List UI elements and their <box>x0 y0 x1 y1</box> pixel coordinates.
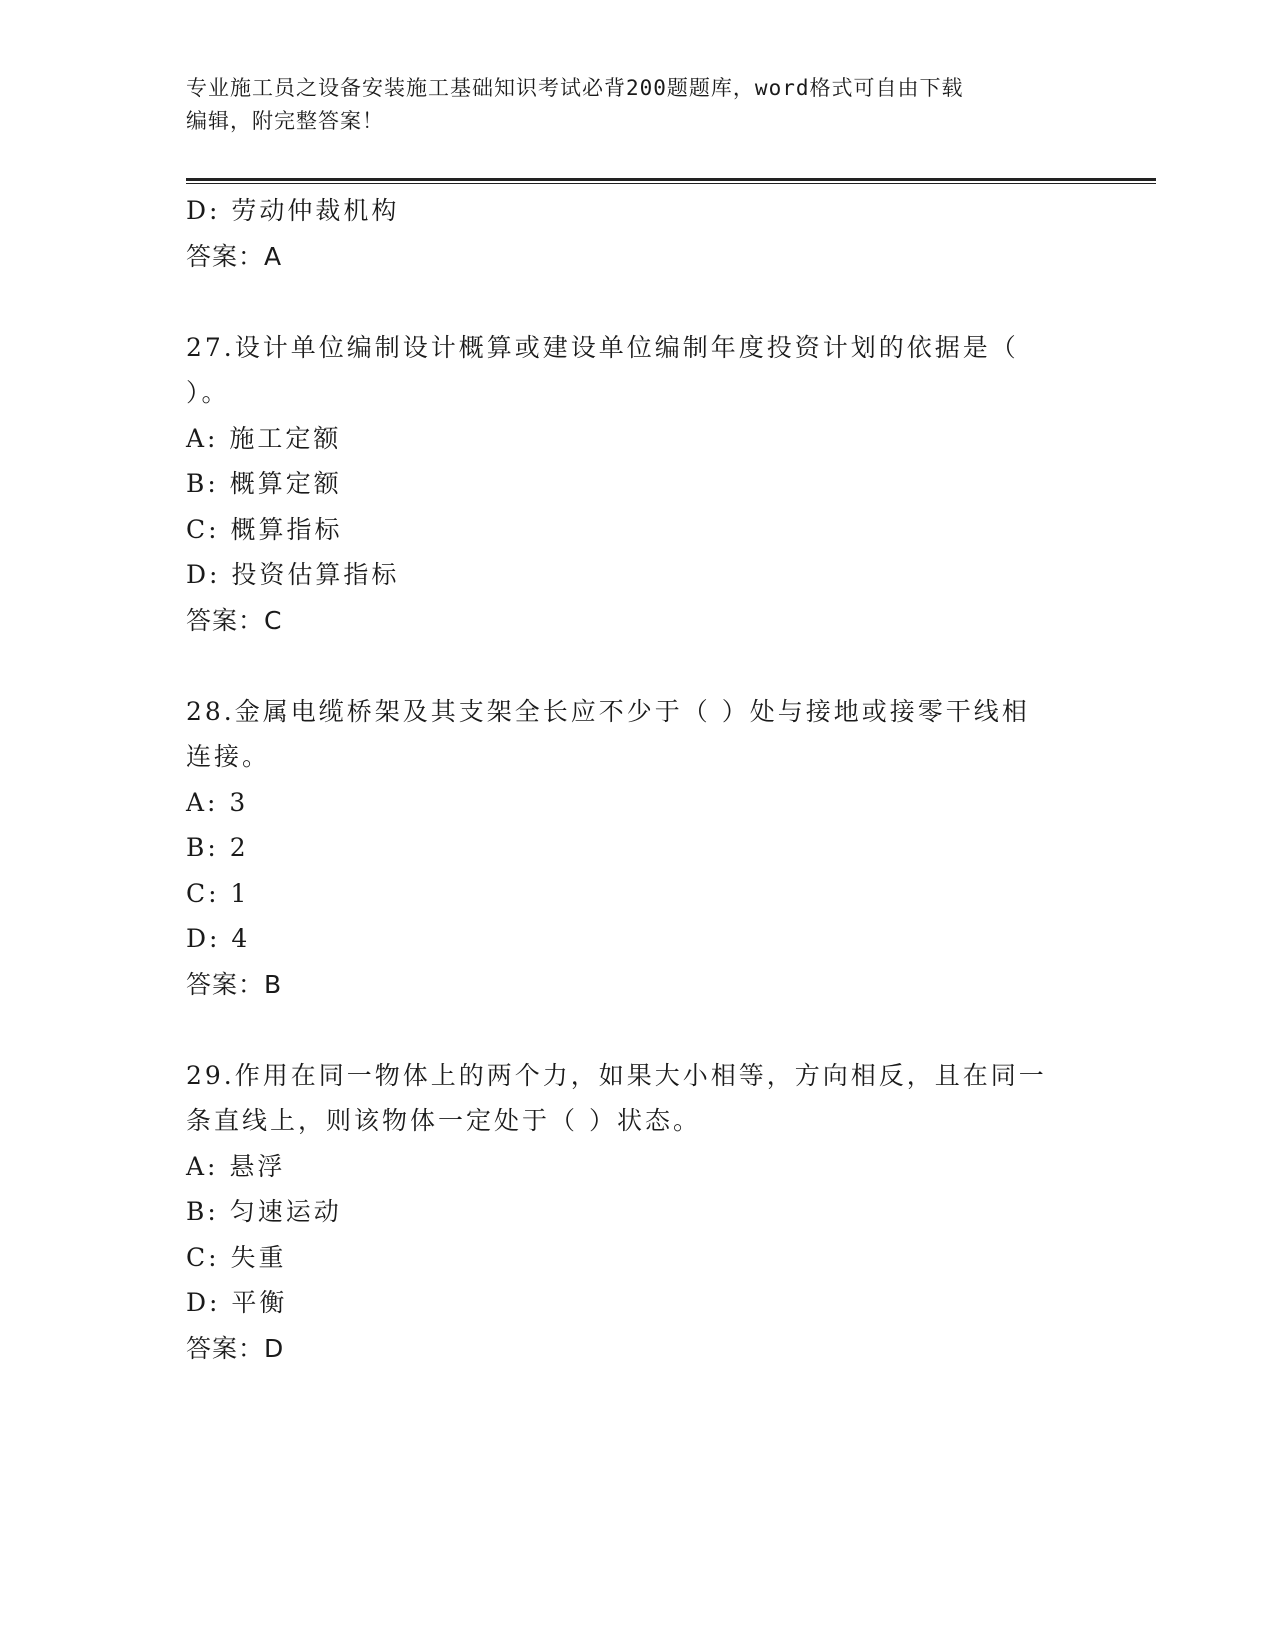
option-a: A: 悬浮 <box>186 1151 286 1181</box>
question-list <box>186 188 1086 1371</box>
question-text-line-2: 条直线上，则该物体一定处于（ ）状态。 <box>186 1106 701 1135</box>
header-line-1: 专业施工员之设备安装施工基础知识考试必背200题题库，word格式可自由下载 <box>186 76 964 100</box>
question-27 <box>186 325 1086 644</box>
header-rule-thin <box>186 183 1156 184</box>
option-b: B: 2 <box>186 833 249 862</box>
header-line-2: 编辑，附完整答案！ <box>186 109 384 133</box>
answer-line: 答案：A <box>186 241 283 271</box>
option-c: C: 失重 <box>186 1242 287 1272</box>
spacer <box>186 279 1086 325</box>
question-text-line-1: 27.设计单位编制设计概算或建设单位编制年度投资计划的依据是（ <box>186 332 1019 362</box>
question-text-line-2: ）。 <box>186 378 230 407</box>
question-text-line-1: 29.作用在同一物体上的两个力，如果大小相等，方向相反，且在同一 <box>186 1060 1047 1090</box>
answer-line: 答案：C <box>186 605 283 635</box>
answer-line: 答案：B <box>186 969 283 999</box>
option-a: A: 3 <box>186 787 249 817</box>
header-rule-thick <box>186 178 1156 181</box>
question-text-line-2: 连接。 <box>186 742 271 771</box>
spacer <box>186 643 1086 689</box>
prev-question-tail <box>186 188 1086 279</box>
question-29 <box>186 1053 1086 1372</box>
option-b: B: 匀速运动 <box>186 1197 342 1226</box>
answer-line: 答案：D <box>186 1333 285 1363</box>
spacer <box>186 1007 1086 1053</box>
question-text-line-1: 28.金属电缆桥架及其支架全长应不少于（ ）处与接地或接零干线相 <box>186 696 1030 726</box>
option-c: C: 1 <box>186 878 250 908</box>
option-d: D: 4 <box>186 924 251 953</box>
option-a: A: 施工定额 <box>186 423 342 453</box>
option-c: C: 概算指标 <box>186 514 343 544</box>
option-d: D: 投资估算指标 <box>186 560 400 589</box>
option-d: D: 劳动仲裁机构 <box>186 196 400 225</box>
header-note <box>186 72 1086 138</box>
question-28 <box>186 689 1086 1008</box>
option-b: B: 概算定额 <box>186 469 342 498</box>
option-d: D: 平衡 <box>186 1288 288 1317</box>
